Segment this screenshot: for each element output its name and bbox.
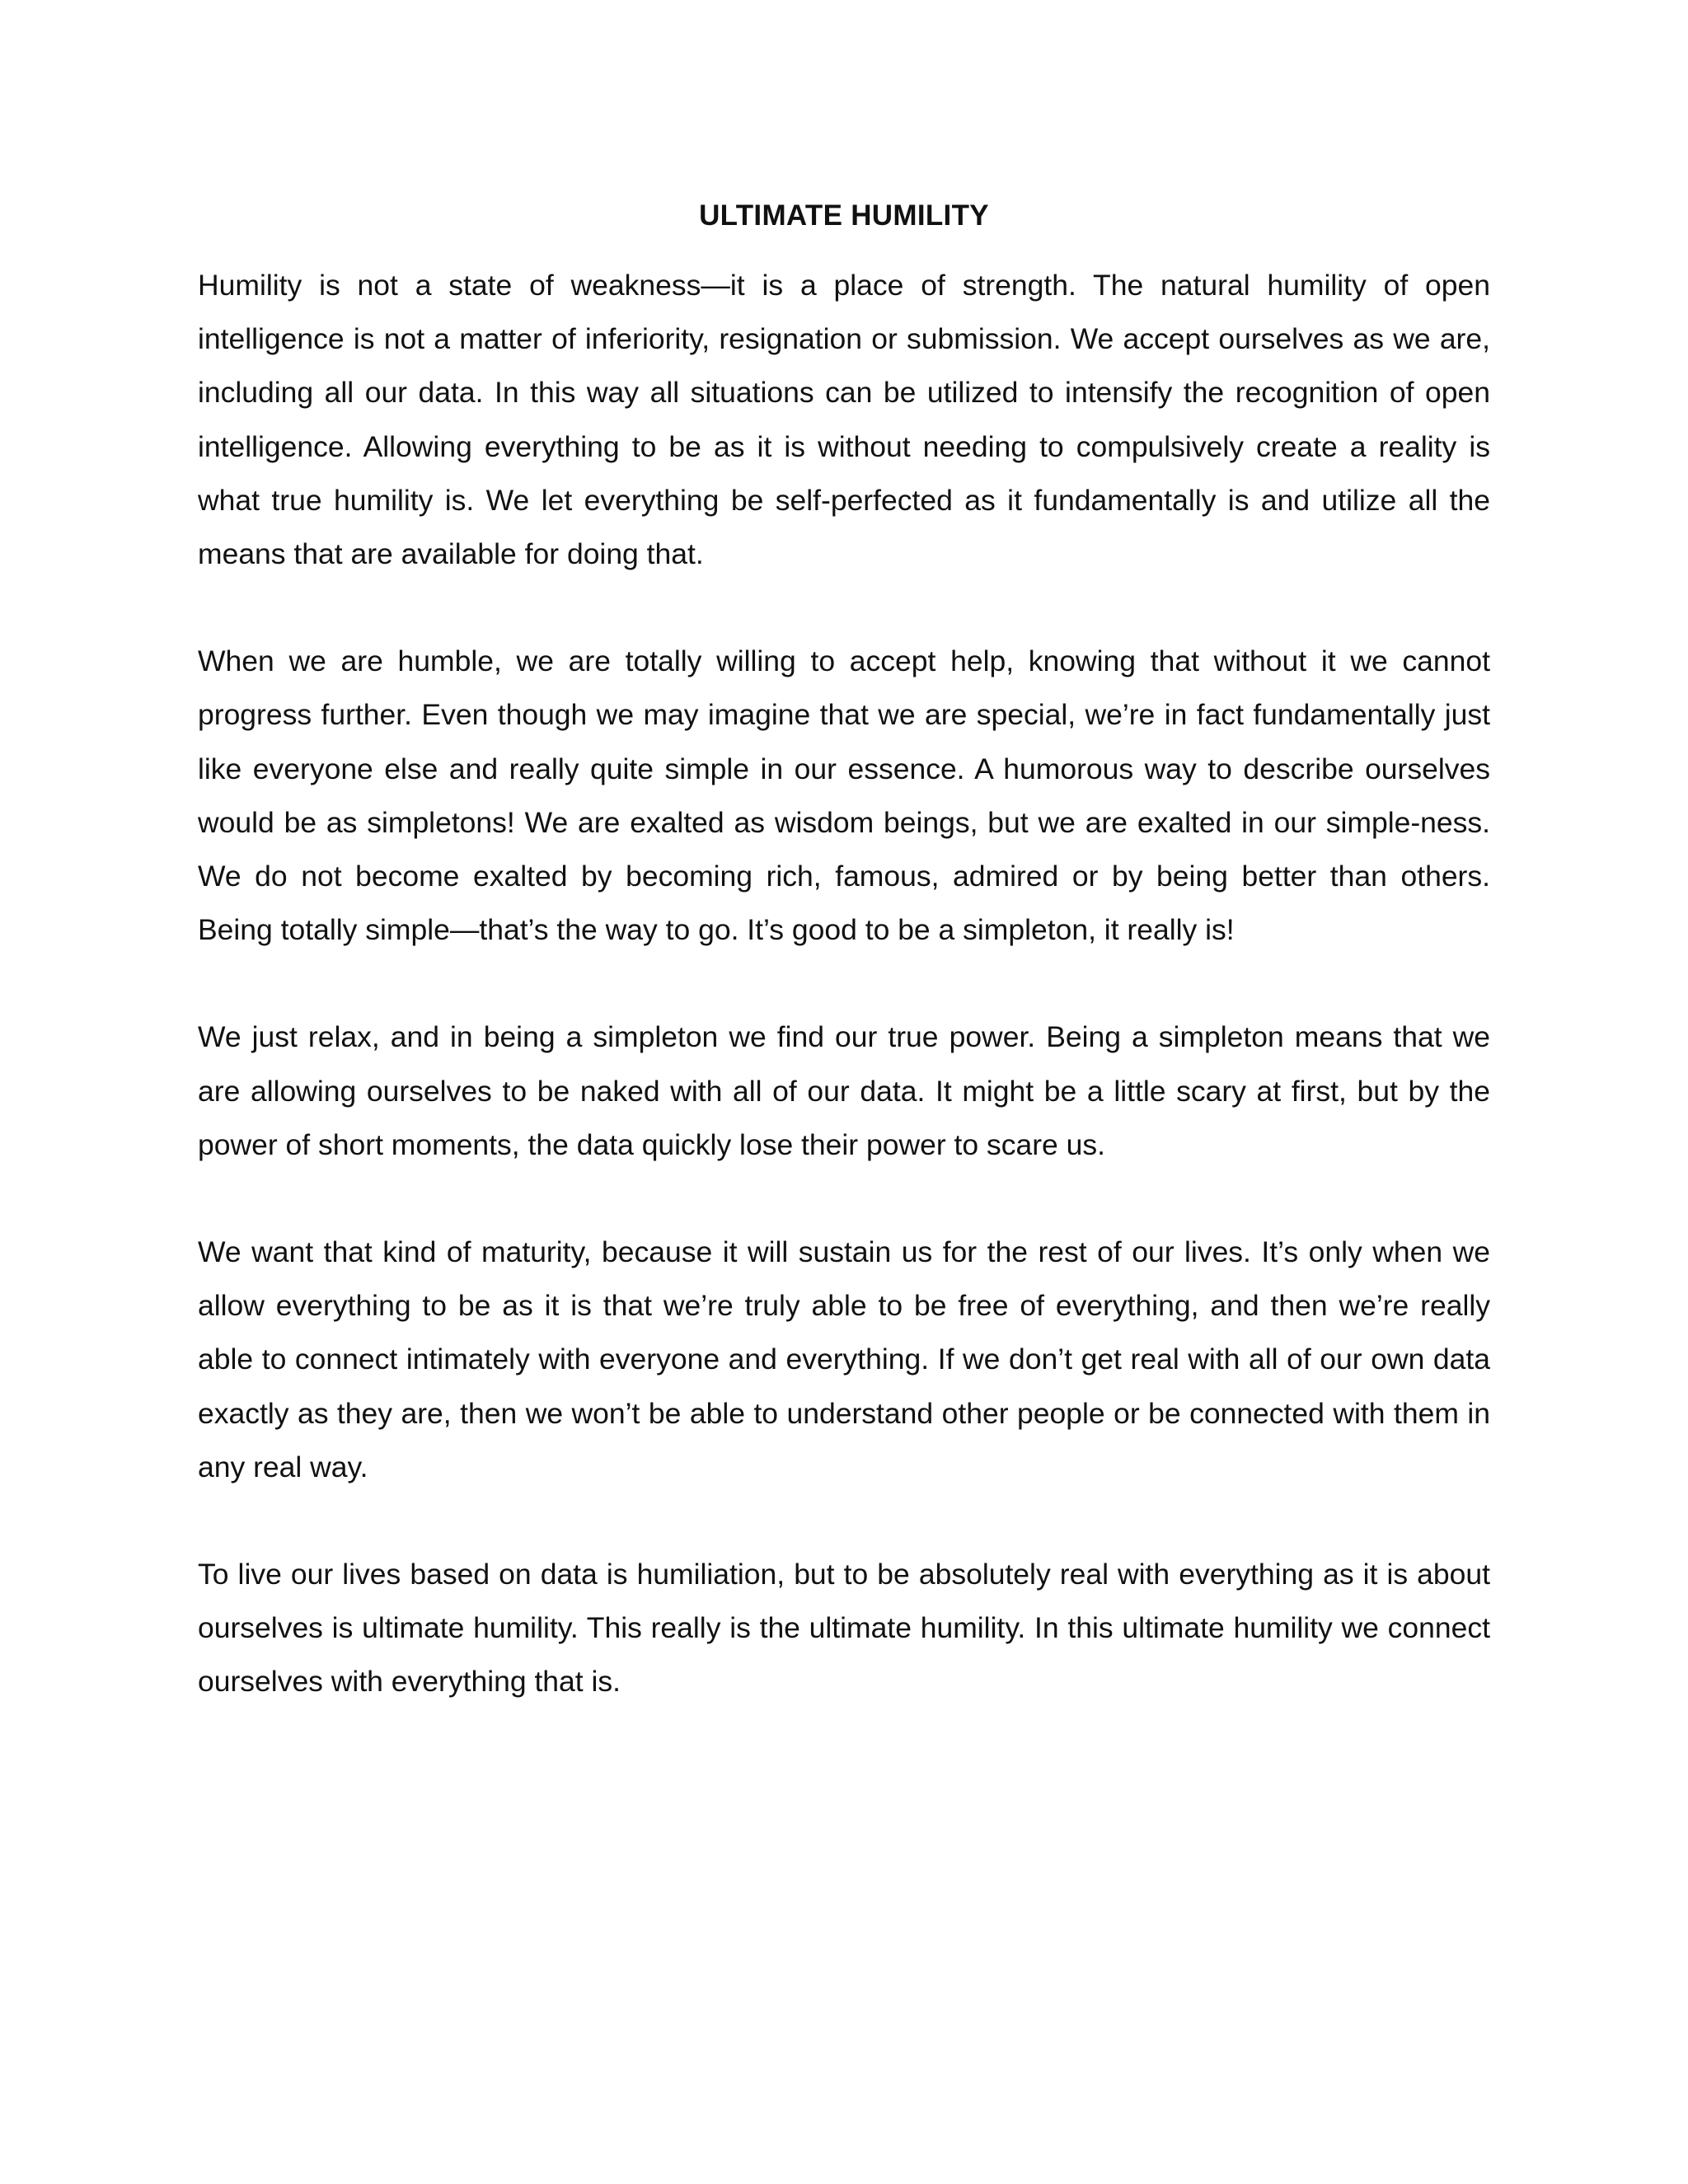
paragraph-5: To live our lives based on data is humiliation, but to be absolutely real with everything as it is about ourselves is ultimate humility. This really is the ultimate humility. In this ultimate humility we connect ourselves with everything that is. [198, 1558, 1490, 1699]
document-title: ULTIMATE HUMILITY [699, 199, 989, 232]
paragraph-1: Humility is not a state of weakness—it is a place of strength. The natural humility of open intelligence is not a matter of inferiority, resignation or submission. We accept ourselves as we are, including all our data. In this way all situations can be utilized to intensify the recognition of open intelligence. Allowing everything to be as it is without needing to compulsively create a reality is what true humility is. We let everything be self-perfected as it fundamentally is and utilize all the means that are available for doing that. [198, 269, 1490, 571]
paragraph-3: We just relax, and in being a simpleton we find our true power. Being a simpleton means that we are allowing ourselves to be naked with all of our data. It might be a little scary at first, but by the power of short moments, the data quickly lose their power to scare us. [198, 1020, 1490, 1161]
paragraph-2: When we are humble, we are totally willing to accept help, knowing that without it we cannot progress further. Even though we may imagine that we are special, we’re in fact fundamentally just like everyone else and really quite simple in our essence. A humorous way to describe ourselves would be as simpletons! We are exalted as wisdom beings, but we are exalted in our simple-ness. We do not become exalted by becoming rich, famous, admired or by being better than others. Being totally simple—that’s the way to go. It’s good to be a simpleton, it really is! [198, 644, 1490, 947]
document-body [198, 196, 1490, 1709]
paragraph-4: We want that kind of maturity, because it will sustain us for the rest of our lives. It’s only when we allow everything to be as it is that we’re truly able to be free of everything, and then we’re really able to connect intimately with everyone and everything. If we don’t get real with all of our own data exactly as they are, then we won’t be able to understand other people or be connected with them in any real way. [198, 1235, 1490, 1483]
